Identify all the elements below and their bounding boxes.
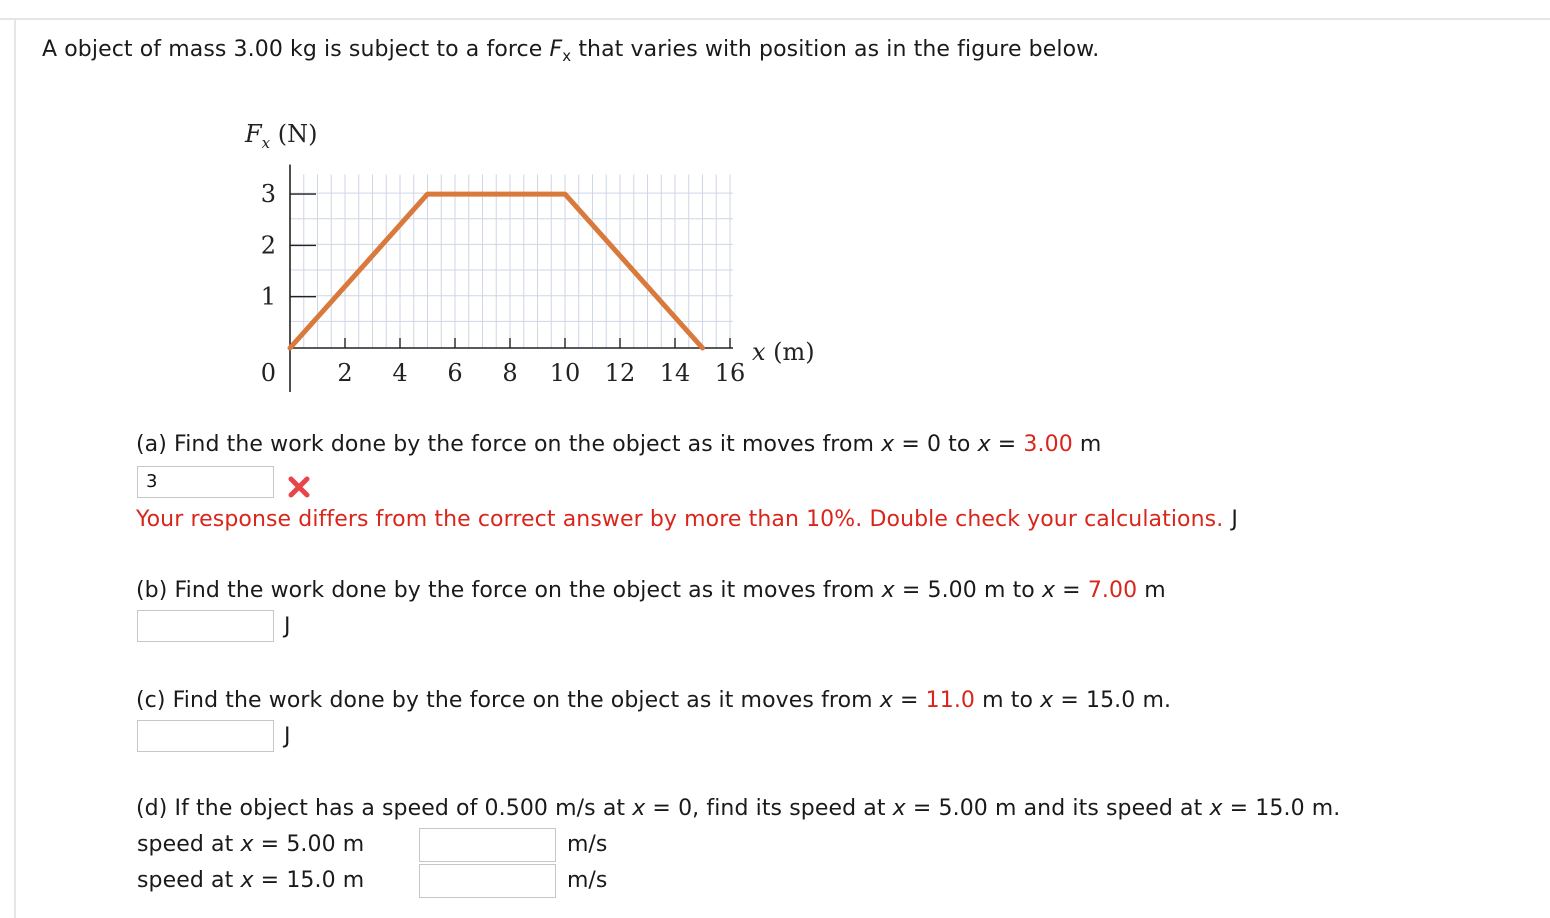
left-border	[14, 19, 16, 918]
red-x-icon	[287, 475, 311, 499]
question-b-var1: x	[881, 578, 895, 603]
y-tick-label: 2	[260, 231, 276, 260]
question-a-eq1: = 0 to	[894, 432, 978, 457]
question-b-eq2: =	[1055, 578, 1088, 603]
force-position-graph	[230, 110, 830, 404]
speed-row1-label	[137, 832, 364, 858]
speed-row1-post: = 5.00 m	[253, 832, 365, 857]
problem-intro	[42, 37, 1099, 63]
question-a-var1: x	[881, 432, 895, 457]
question-c-eq1: =	[892, 688, 926, 713]
x-tick-label: 14	[659, 359, 691, 387]
force-subscript: x	[562, 47, 572, 65]
y-tick-label: 1	[260, 282, 276, 311]
speed-15m-input[interactable]	[419, 864, 556, 898]
question-d-var3: x	[1209, 796, 1223, 821]
speed-row1-unit: m/s	[567, 832, 608, 857]
question-d-label-c: = 5.00 m and its speed at	[905, 796, 1210, 821]
intro-text-after: that varies with position as in the figure below.	[571, 37, 1100, 62]
answer-a-unit: J	[1231, 507, 1238, 532]
feedback-a	[136, 507, 1238, 533]
answer-c-input[interactable]	[137, 720, 274, 752]
answer-b-unit: J	[284, 614, 291, 639]
answer-b-input[interactable]	[137, 610, 274, 642]
x-tick-label: 8	[502, 359, 518, 387]
question-c-value: 11.0	[925, 688, 976, 713]
question-c	[136, 688, 1171, 714]
question-b-eq1: = 5.00 m to	[894, 578, 1042, 603]
answer-c-unit: J	[284, 724, 291, 749]
question-c-mid: m to	[975, 688, 1041, 713]
x-tick-label: 12	[604, 359, 636, 387]
speed-row2-var: x	[240, 868, 254, 893]
question-c-label: (c) Find the work done by the force on the object as it moves from	[136, 688, 880, 713]
question-d-label-b: = 0, find its speed at	[645, 796, 893, 821]
top-border	[0, 0, 1550, 20]
question-d-label-d: = 15.0 m.	[1222, 796, 1341, 821]
question-a-eq2: =	[990, 432, 1024, 457]
force-symbol: F	[549, 37, 563, 62]
question-b-value: 7.00	[1087, 578, 1138, 603]
speed-row2-unit: m/s	[567, 868, 608, 893]
speed-5m-input[interactable]	[419, 828, 556, 862]
intro-text-before: A object of mass 3.00 kg is subject to a force	[42, 37, 550, 62]
question-b-unit: m	[1137, 578, 1166, 603]
x-tick-label: 16	[714, 359, 746, 387]
question-a-label: (a) Find the work done by the force on the object as it moves from	[136, 432, 882, 457]
x-tick-label: 6	[447, 359, 463, 387]
question-a-var2: x	[977, 432, 991, 457]
question-d-label-a: (d) If the object has a speed of 0.500 m/s at	[136, 796, 633, 821]
speed-row1-pre: speed at	[137, 832, 241, 857]
question-d-var1: x	[632, 796, 646, 821]
question-b	[136, 578, 1166, 604]
question-c-var2: x	[1040, 688, 1054, 713]
question-a-value: 3.00	[1023, 432, 1073, 457]
question-b-var2: x	[1041, 578, 1056, 603]
x-tick-label: 4	[392, 359, 408, 387]
question-c-eq2: = 15.0 m.	[1053, 688, 1172, 713]
speed-row2-pre: speed at	[137, 868, 241, 893]
speed-row1-var: x	[240, 832, 254, 857]
speed-row2-label	[137, 868, 364, 894]
x-tick-label: 10	[549, 359, 581, 387]
y-axis-label: $F_x$ (N)	[245, 120, 318, 152]
answer-a-input[interactable]: 3	[137, 466, 274, 498]
x-tick-label: 2	[337, 359, 353, 387]
question-d	[136, 796, 1340, 822]
x-axis-label: x (m)	[752, 338, 815, 366]
x-tick-label: 0	[260, 359, 276, 387]
question-a	[136, 432, 1101, 458]
question-d-var2: x	[892, 796, 906, 821]
y-tick-label: 3	[260, 180, 276, 209]
question-a-unit: m	[1072, 432, 1102, 457]
speed-row2-post: = 15.0 m	[253, 868, 365, 893]
force-graph-svg	[230, 110, 830, 400]
question-b-label: (b) Find the work done by the force on the object as it moves from	[136, 578, 882, 603]
feedback-a-text: Your response differs from the correct answer by more than 10%. Double check your calculations.	[136, 507, 1224, 532]
question-c-var1: x	[879, 688, 893, 713]
